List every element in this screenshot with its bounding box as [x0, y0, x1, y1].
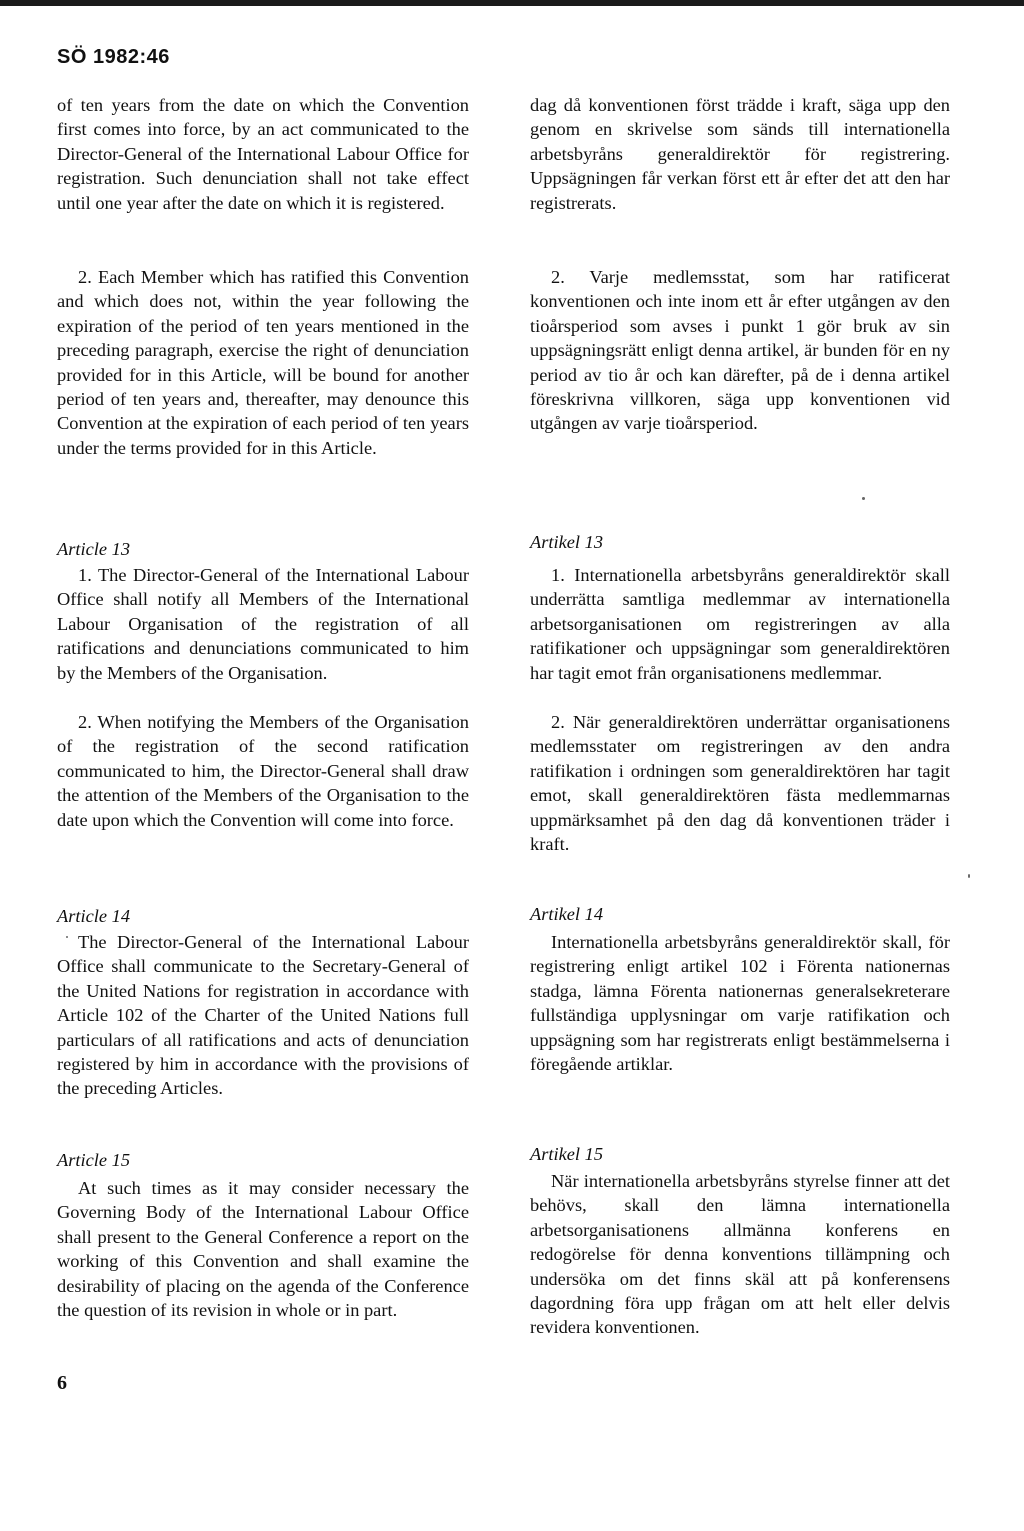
- english-article14-para1: The Director-General of the International Labour Office shall communicate to the Secretary-General of the United Nations for registration in accordance with Article 102 of the Charter of the United Nations full particulars of all ratifications and acts of denunciation registered by him in accordance with the provisions of the preceding Articles.: [57, 932, 469, 1099]
- swedish-article13-heading: Artikel 13: [530, 532, 604, 552]
- english-paragraph-cont: of ten years from the date on which the Convention first comes into force, by an act communicated to the Director-General of the International Labour Office for registration. Such denunciation shall not take effect until one year after the date on which it is registered.: [57, 95, 469, 213]
- swedish-paragraph-cont: dag då konventionen först trädde i kraft, säga upp den genom en skrivelse som sänds till internationella arbetsbyråns generaldirektör för registrering. Uppsägningen får verkan först ett år efter det att den har registrerats.: [530, 95, 950, 213]
- english-paragraph-12-2: 2. Each Member which has ratified this Convention and which does not, within the year following the expiration of the period of ten years mentioned in the preceding paragraph, exercise the right of denunciation provided for in this Article, will be bound for another period of ten years and, thereafter, may denounce this Convention at the expiration of each period of ten years under the terms provided for in this Article.: [57, 267, 469, 458]
- swedish-article13-para2: 2. När generaldirektören underrättar organisationens medlemsstater om registreringen av den andra ratifikation i ordningen som generaldirektören har tagit emot, skall generaldirektören fästa medlemmarnas uppmärksamhet på den dag då konventionen träder i kraft.: [530, 712, 950, 855]
- swedish-article14-para1: Internationella arbetsbyråns generaldirektör skall, för registrering enligt artikel 102 i Förenta nationernas stadga, lämna Förenta nationernas generalsekreterare fullständiga upplysningar om varje ratifikation och uppsägning som har registrerats enligt bestämmelserna i föregående artiklar.: [530, 932, 950, 1075]
- swedish-article14-heading: Artikel 14: [530, 904, 604, 924]
- top-border-rule: [0, 0, 1024, 6]
- english-article15-heading: Article 15: [57, 1150, 131, 1170]
- page-number: 6: [57, 1372, 67, 1394]
- scan-speck: [66, 936, 68, 938]
- english-article13-para1: 1. The Director-General of the International Labour Office shall notify all Members of the International Labour Organisation of the registration of all ratifications and denunciations communicated to him by the Members of the Organisation.: [57, 565, 469, 683]
- english-article13-heading: Article 13: [57, 539, 131, 559]
- swedish-paragraph-12-2: 2. Varje medlemsstat, som har ratificerat konventionen och inte inom ett år efter utgången av den tioårsperiod som avses i punkt 1 gör bruk av sin uppsägningsrätt enligt denna artikel, är bunden för en ny period av tio år och kan därefter, på de i denna artikel föreskrivna villkoren, säga upp konventionen vid utgången av varje tioårsperiod.: [530, 267, 950, 434]
- swedish-article15-para1: När internationella arbetsbyråns styrelse finner att det behövs, skall den lämna internationella arbetsorganisationens allmänna konferens en redogörelse för denna konventions tillämpning och undersöka om det finns skäl att på konferensens dagordning föra upp frågan om att helt eller delvis revidera konventionen.: [530, 1171, 950, 1338]
- english-article13-para2: 2. When notifying the Members of the Organisation of the registration of the second ratification communicated to him, the Director-General shall draw the attention of the Members of the Organisation to the date upon which the Convention will come into force.: [57, 712, 469, 830]
- scan-speck: [862, 497, 865, 500]
- english-article14-heading: Article 14: [57, 906, 131, 926]
- scan-speck: [968, 874, 970, 878]
- english-article15-para1: At such times as it may consider necessary the Governing Body of the International Labour Office shall present to the General Conference a report on the working of this Convention and shall examine the desirability of placing on the agenda of the Conference the question of its revision in whole or in part.: [57, 1178, 469, 1321]
- swedish-article13-para1: 1. Internationella arbetsbyråns generaldirektör skall underrätta samtliga medlemmar av internationella arbetsorganisationen om registreringen av alla ratifikationer och uppsägningar som generaldirektören har tagit emot från organisationens medlemmar.: [530, 565, 950, 683]
- running-head: SÖ 1982:46: [57, 46, 170, 68]
- swedish-article15-heading: Artikel 15: [530, 1144, 604, 1164]
